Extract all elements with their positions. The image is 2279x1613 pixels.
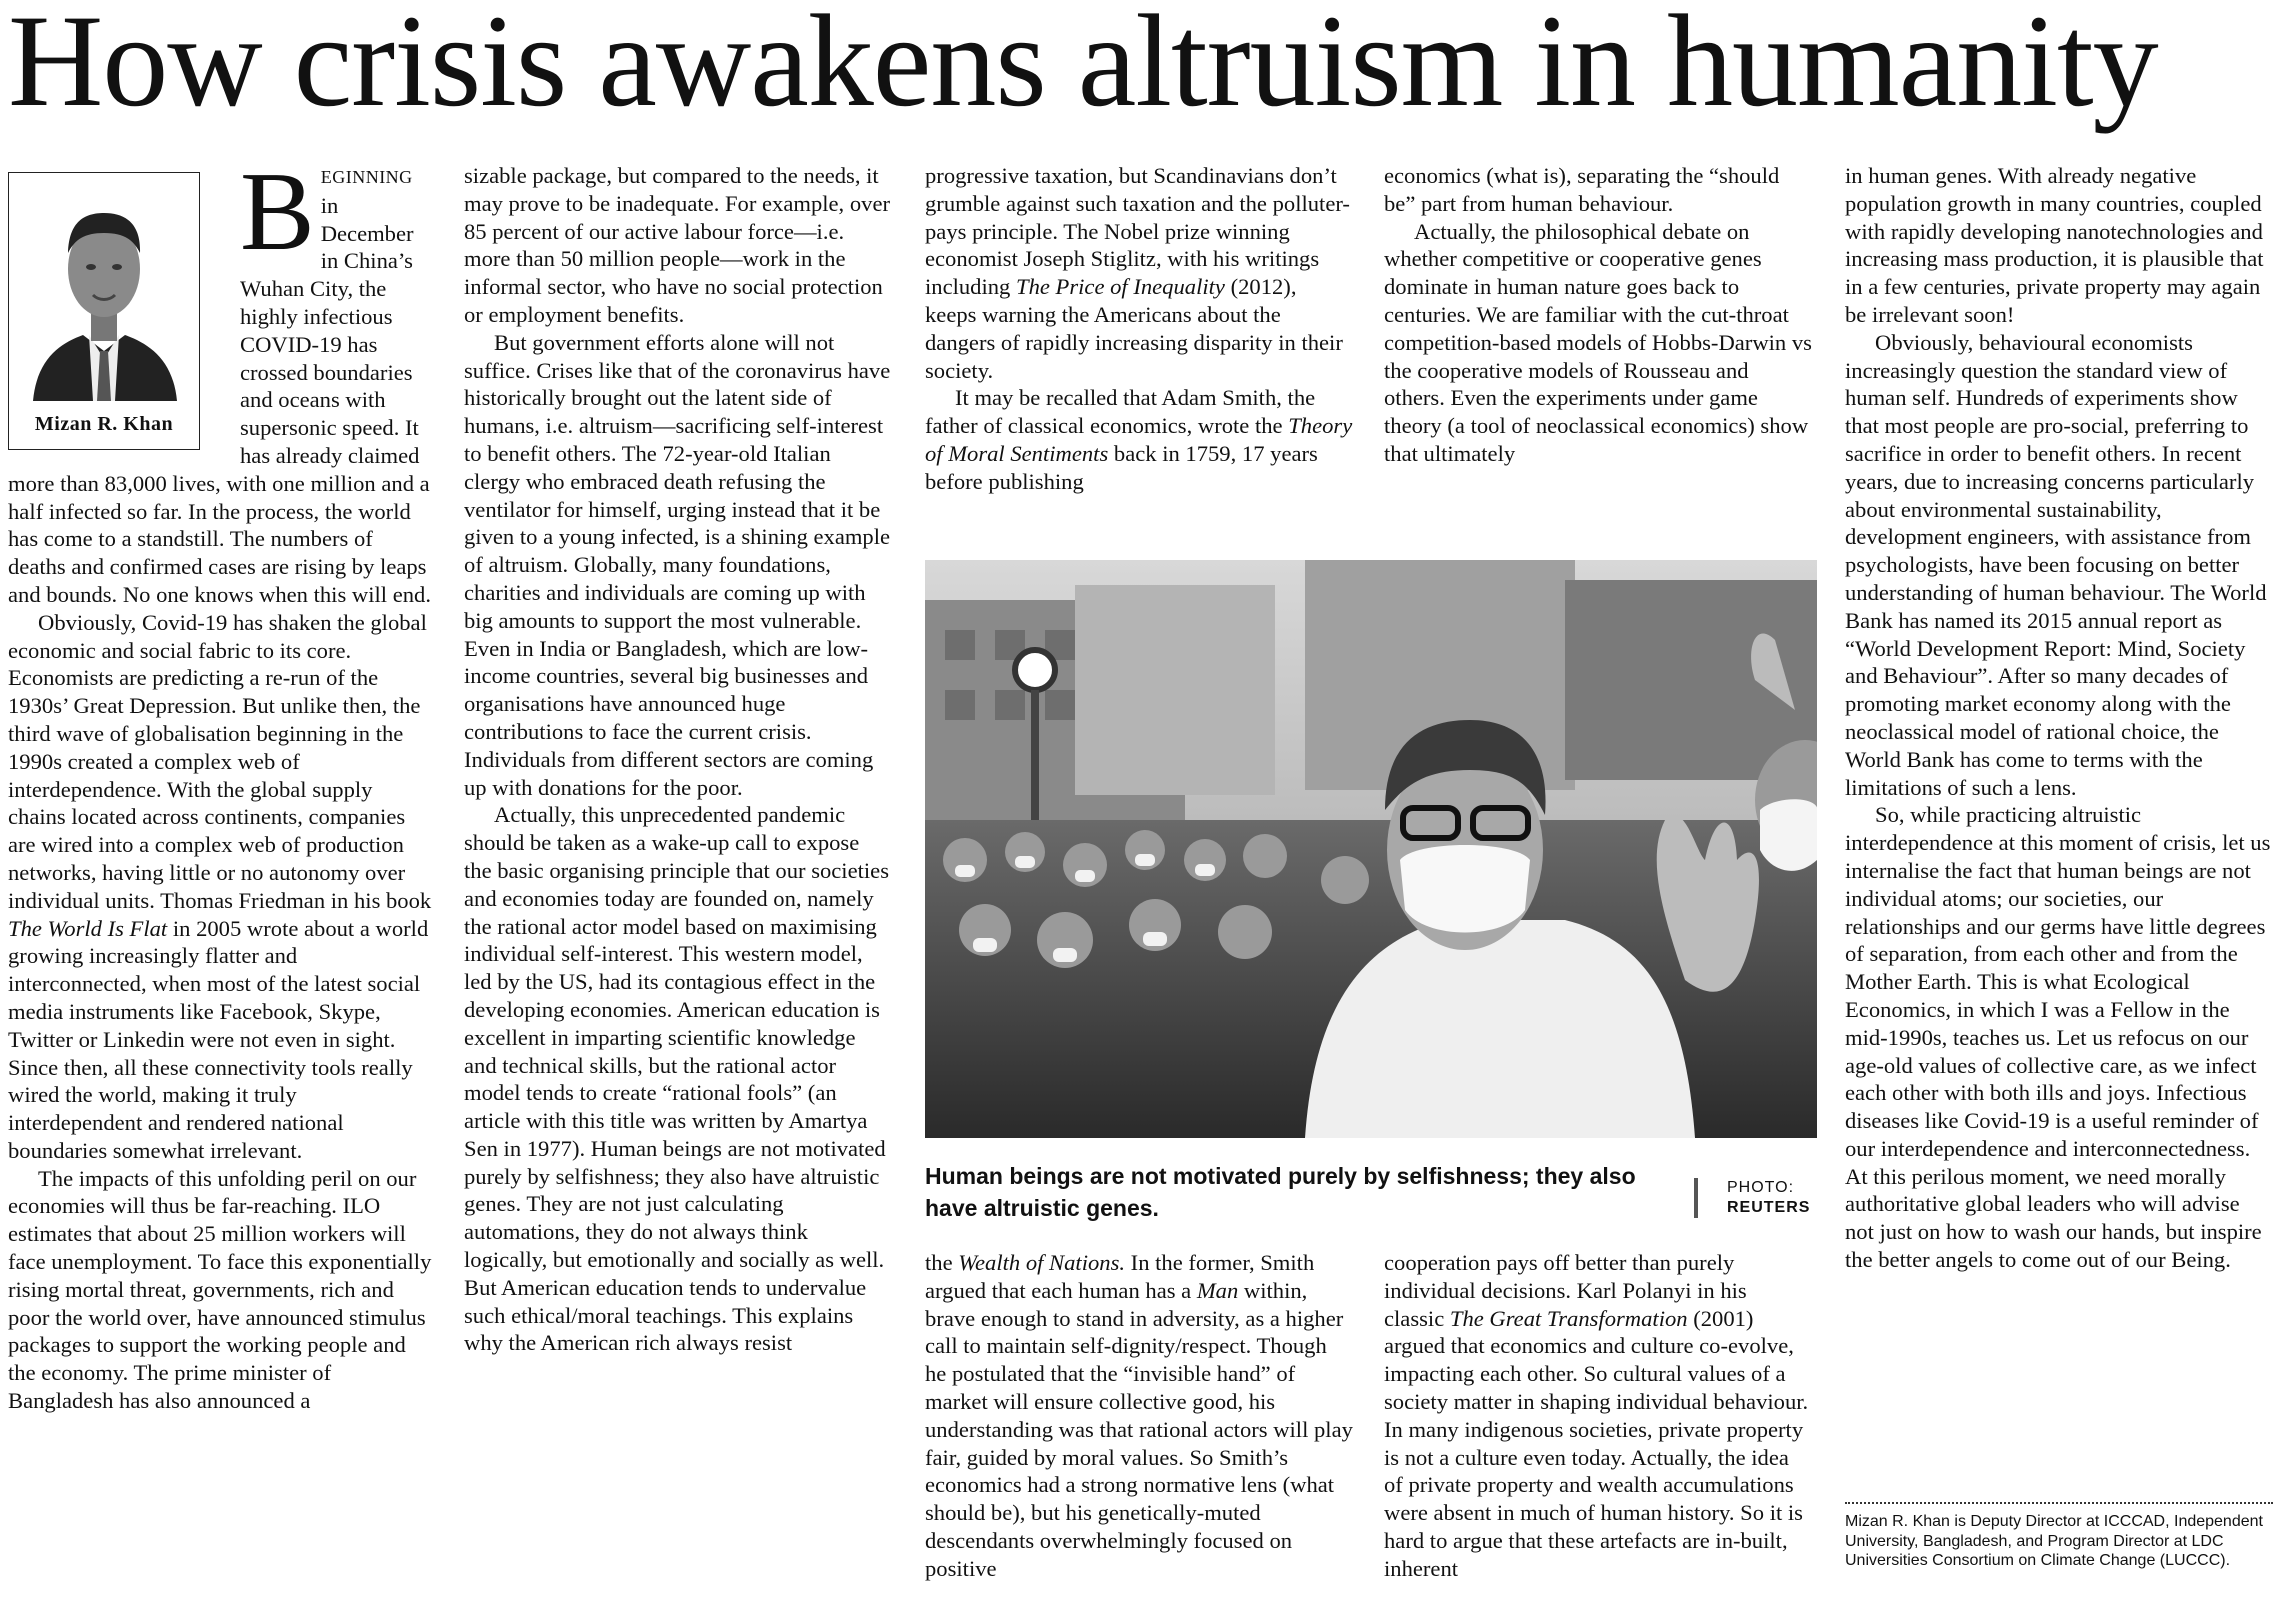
photo-caption: Human beings are not motivated purely by selfishness; they also have altruistic genes. (925, 1163, 1636, 1221)
article-paragraph: economics (what is), separating the “should be” part from human behaviour. (1384, 163, 1780, 216)
lead-smallcaps: EGINNING (320, 167, 413, 187)
article-paragraph: the Wealth of Nations. In the former, Smith argued that each human has a Man within, brave enough to stand in adversity, as a higher call to maintain self-dignity/respect. Though he postulated that the “invisible hand” of market will ensure collective good, his understanding was that rational actors will play fair, guided by moral values. So Smith’s economics had a strong normative lens (what should be), but his genetically-muted descendants overwhelmingly focused on positive (925, 1250, 1353, 1581)
article-paragraph: progressive taxation, but Scandinavians don’t grumble against such taxation and the polluter-pays principle. The Nobel prize winning economist Joseph Stiglitz, with his writings including The Price of Inequality (2012), keeps warning the Americans about the dangers of rapidly increasing disparity in their society. (925, 163, 1350, 383)
article-column-1 (8, 162, 433, 1612)
photo-credit-source: REUTERS (1727, 1199, 1811, 1216)
book-title: The World Is Flat (8, 915, 168, 941)
article-paragraph: So, while practicing altruistic interdependence at this moment of crisis, let us internalise the fact that human beings are not individual atoms; our societies, our relationships and our germs have little degrees of separation, from each other and from the Mother Earth. This is what Ecological Economics, in which I was a Fellow in the mid-1990s, teaches us. Let us refocus on our age-old values of collective care, as we infect each other with both ills and joys. Infectious diseases like Covid-19 is a useful reminder of our interdependence and interconnectedness. At this perilous moment, we need morally authoritative global leaders who will advise not just on how to wash our hands, but inspire the better angels to come out of our Being. (1845, 802, 2271, 1273)
author-bio: Mizan R. Khan is Deputy Director at ICCCAD, Independent University, Bangladesh, and Program Director at LDC Universities Consortium on Climate Change (LUCCC). (1845, 1513, 2263, 1569)
article-paragraph: Actually, this unprecedented pandemic should be taken as a wake-up call to expose the basic organising principle that our societies and economies today are founded on, namely the rational actor model based on maximising individual self-interest. This western model, led by the US, had its contagious effect in the developing economies. American education is excellent in imparting scientific knowledge and technical skills, but the rational actor model tends to create “rational fools” (an article with this title was written by Amartya Sen in 1977). Human beings are not motivated purely by selfishness; they also have altruistic genes. They are not just calculating automations, they do not always think logically, but emotionally and socially as well. But American education tends to undervalue such ethical/moral teachings. This explains why the American rich always resist (464, 802, 889, 1356)
article-column-4-top (1384, 162, 1812, 532)
article-paragraph (8, 162, 433, 609)
article-column-3-top (925, 162, 1353, 532)
article-paragraph: Obviously, behavioural economists increasingly question the standard view of human self. Hundreds of experiments show that most people are pro-social, preferring to sacrifice in order to benefit others. In recent years, due to increasing concerns particularly about environmental sustainability, development engineers, with assistance from psychologists, have been focusing on better understanding of human behaviour. The World Bank has named its 2015 annual report as “World Development Report: Mind, Society and Behaviour”. After so many decades of promoting market economy along with the neoclassical model of rational choice, the World Bank has come to terms with the limitations of such a lens. (1845, 329, 2267, 800)
book-title: Theory of Moral Sentiments (925, 413, 1353, 466)
emphasis: Man (1196, 1277, 1239, 1303)
face-mask (1400, 845, 1530, 933)
photo-credit-label: PHOTO: (1727, 1179, 1795, 1196)
article-column-3-bottom (925, 1249, 1353, 1611)
headline: How crisis awakens altruism in humanity (8, 0, 2158, 134)
article-paragraph: The impacts of this unfolding peril on our economies will thus be far-reaching. ILO estimates that about 25 million workers will face unemployment. To face this exponentially rising mortal threat, governments, rich and poor the world over, have announced stimulus packages to support the working people and the economy. The prime minister of Bangladesh has also announced a (8, 1165, 432, 1414)
credit-divider (1694, 1178, 1698, 1218)
book-title: The Great Transformation (1449, 1305, 1688, 1331)
article-paragraph: in human genes. With already negative population growth in many countries, coupled with rapidly developing nanotechnologies and increasing mass production, it is plausible that in a few centuries, private property may again be irrelevant soon! (1845, 163, 2264, 327)
article-column-2 (464, 162, 892, 1612)
bio-divider (1845, 1502, 2273, 1504)
article-paragraph: Obviously, Covid-19 has shaken the global economic and social fabric to its core. Economists are predicting a re-run of the 1930s’ Great Depression. But unlike then, the third wave of globalisation beginning in the 1990s created a complex web of interdependence. With the global supply chains located across continents, companies are wired into a complex web of production networks, having little or no autonomy over individual units. Thomas Friedman in his book The World Is Flat in 2005 wrote about a world growing increasingly flatter and interconnected, when most of the latest social media instruments like Facebook, Skype, Twitter or Linkedin were not even in sight. Since then, all these connectivity tools really wired the world, making it truly interdependent and rendered national boundaries somewhat irrelevant. (8, 609, 432, 1163)
article-paragraph: But government efforts alone will not suffice. Crises like that of the coronavirus have historically brought out the latent side of humans, i.e. altruism—sacrificing self-interest to benefit others. The 72-year-old Italian clergy who embraced death refusing the ventilator for himself, urging instead that it be given to a young infected, is a shining example of altruism. Globally, many foundations, charities and individuals are coming up with big amounts to support the most vulnerable. Even in India or Bangladesh, which are low-income countries, several big businesses and organisations have announced huge contributions to face the current crisis. Individuals from different sectors are coming up with donations for the poor. (464, 329, 891, 800)
article-paragraph: Actually, the philosophical debate on whether competitive or cooperative genes dominate in human nature goes back to centuries. We are familiar with the cut-throat competition-based models of Hobbs-Darwin vs the cooperative models of Rousseau and others. Even the experiments under game theory (a tool of neoclassical economics) show that ultimately (1384, 218, 1812, 466)
book-title: The Price of Inequality (1016, 274, 1225, 300)
article-paragraph: It may be recalled that Adam Smith, the father of classical economics, wrote the Theory of Moral Sentiments back in 1759, 17 years before publishing (925, 385, 1353, 494)
article-paragraph: sizable package, but compared to the needs, it may prove to be inadequate. For example, over 85 percent of our active labour force—i.e. more than 50 million people—work in the informal sector, who have no social protection or employment benefits. (464, 163, 890, 327)
book-title: Wealth of Nations. (958, 1250, 1126, 1275)
drop-cap: B (240, 162, 315, 274)
photo-credit (1727, 1178, 1822, 1218)
lead-text: in December in China’s Wuhan City, the highly infectious COVID-19 has crossed boundaries and oceans with supersonic speed. It has already claimed more than 83,000 lives, with one million and a half infected so far. In the process, the world has come to a standstill. The numbers of deaths and confirmed cases are rising by leaps and bounds. No one knows when this will end. (8, 192, 431, 607)
author-box-spacer (8, 162, 240, 462)
article-paragraph: cooperation pays off better than purely individual decisions. Karl Polanyi in his classic The Great Transformation (2001) argued that economics and culture co-evolve, impacting each other. So cultural values of a society matter in shaping individual behaviour. In many indigenous societies, private property is not a culture even today. Actually, the idea of private property and wealth accumulations were absent in much of human history. So it is hard to argue that these artefacts are in-built, inherent (1384, 1250, 1809, 1581)
article-column-5 (1845, 162, 2273, 1497)
author-name: Mizan R. Khan (34, 413, 174, 435)
article-column-4-bottom (1384, 1249, 1812, 1611)
news-photo (925, 560, 1817, 1138)
